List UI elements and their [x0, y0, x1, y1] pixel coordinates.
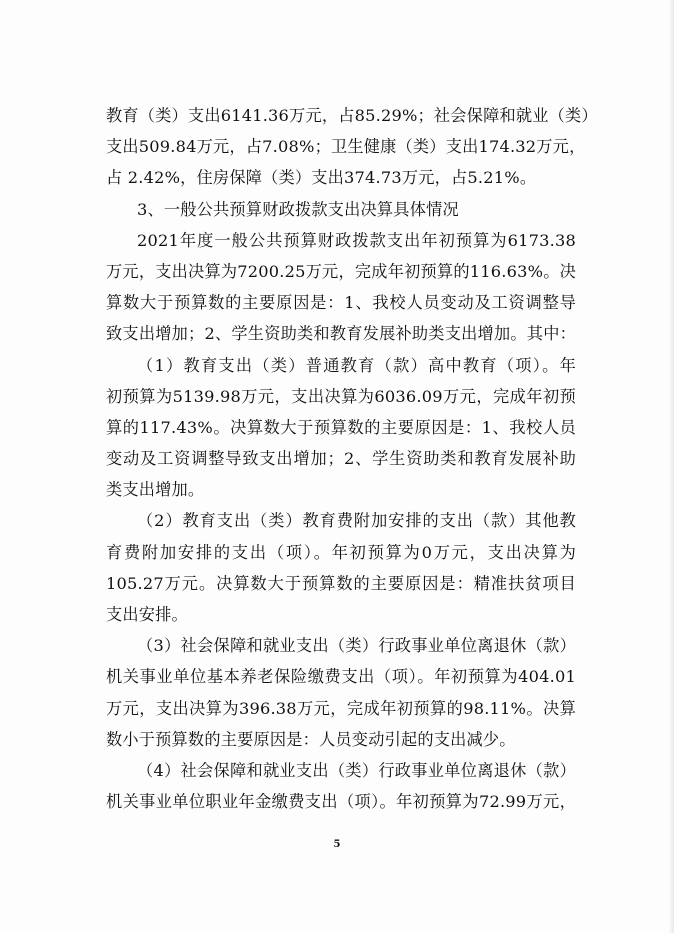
text-line: 数小于预算数的主要原因是：人员变动引起的支出减少。 — [106, 729, 516, 749]
text-line: 初预算为5139.98万元，支出决算为6036.09万元，完成年初预 — [106, 386, 576, 406]
text-line: （3）社会保障和就业支出（类）行政事业单位离退休（款） — [137, 636, 576, 656]
text-line: 机关事业单位基本养老保险缴费支出（项）。年初预算为404.01 — [106, 667, 576, 687]
section-heading: 3、一般公共预算财政拨款支出决算具体情况 — [137, 199, 459, 219]
text-line: （4）社会保障和就业支出（类）行政事业单位离退休（款） — [137, 760, 576, 780]
text-line: 算数大于预算数的主要原因是：1、我校人员变动及工资调整导 — [106, 293, 576, 313]
text-line: 育费附加安排的支出（项）。年初预算为0万元，支出决算为 — [106, 542, 576, 562]
text-line: 2021年度一般公共预算财政拨款支出年初预算为6173.38 — [137, 230, 576, 250]
text-line: （2）教育支出（类）教育费附加安排的支出（款）其他教 — [137, 511, 576, 531]
text-line: 占 2.42%，住房保障（类）支出374.73万元，占5.21%。 — [106, 168, 537, 188]
body-text — [106, 100, 598, 817]
text-line: 支出509.84万元，占7.08%；卫生健康（类）支出174.32万元， — [106, 137, 586, 157]
text-line: 105.27万元。决算数大于预算数的主要原因是：精准扶贫项目 — [106, 573, 576, 593]
text-line: （1）教育支出（类）普通教育（款）高中教育（项）。年 — [137, 355, 576, 375]
text-line: 算的117.43%。决算数大于预算数的主要原因是：1、我校人员 — [106, 417, 576, 437]
text-line: 教育（类）支出6141.36万元，占85.29%；社会保障和就业（类） — [106, 106, 598, 125]
text-line: 类支出增加。 — [106, 480, 205, 500]
text-line: 支出安排。 — [106, 605, 188, 624]
scan-edge-shadow — [668, 0, 674, 933]
text-line: 万元，支出决算为396.38万元，完成年初预算的98.11%。决算 — [106, 698, 576, 718]
text-line: 机关事业单位职业年金缴费支出（项）。年初预算为72.99万元， — [106, 792, 576, 812]
text-line: 万元，支出决算为7200.25万元，完成年初预算的116.63%。决 — [106, 261, 576, 281]
text-line: 变动及工资调整导致支出增加；2、学生资助类和教育发展补助 — [106, 449, 576, 469]
page-number: 5 — [333, 839, 341, 850]
text-line: 致支出增加；2、学生资助类和教育发展补助类支出增加。其中： — [106, 324, 576, 344]
